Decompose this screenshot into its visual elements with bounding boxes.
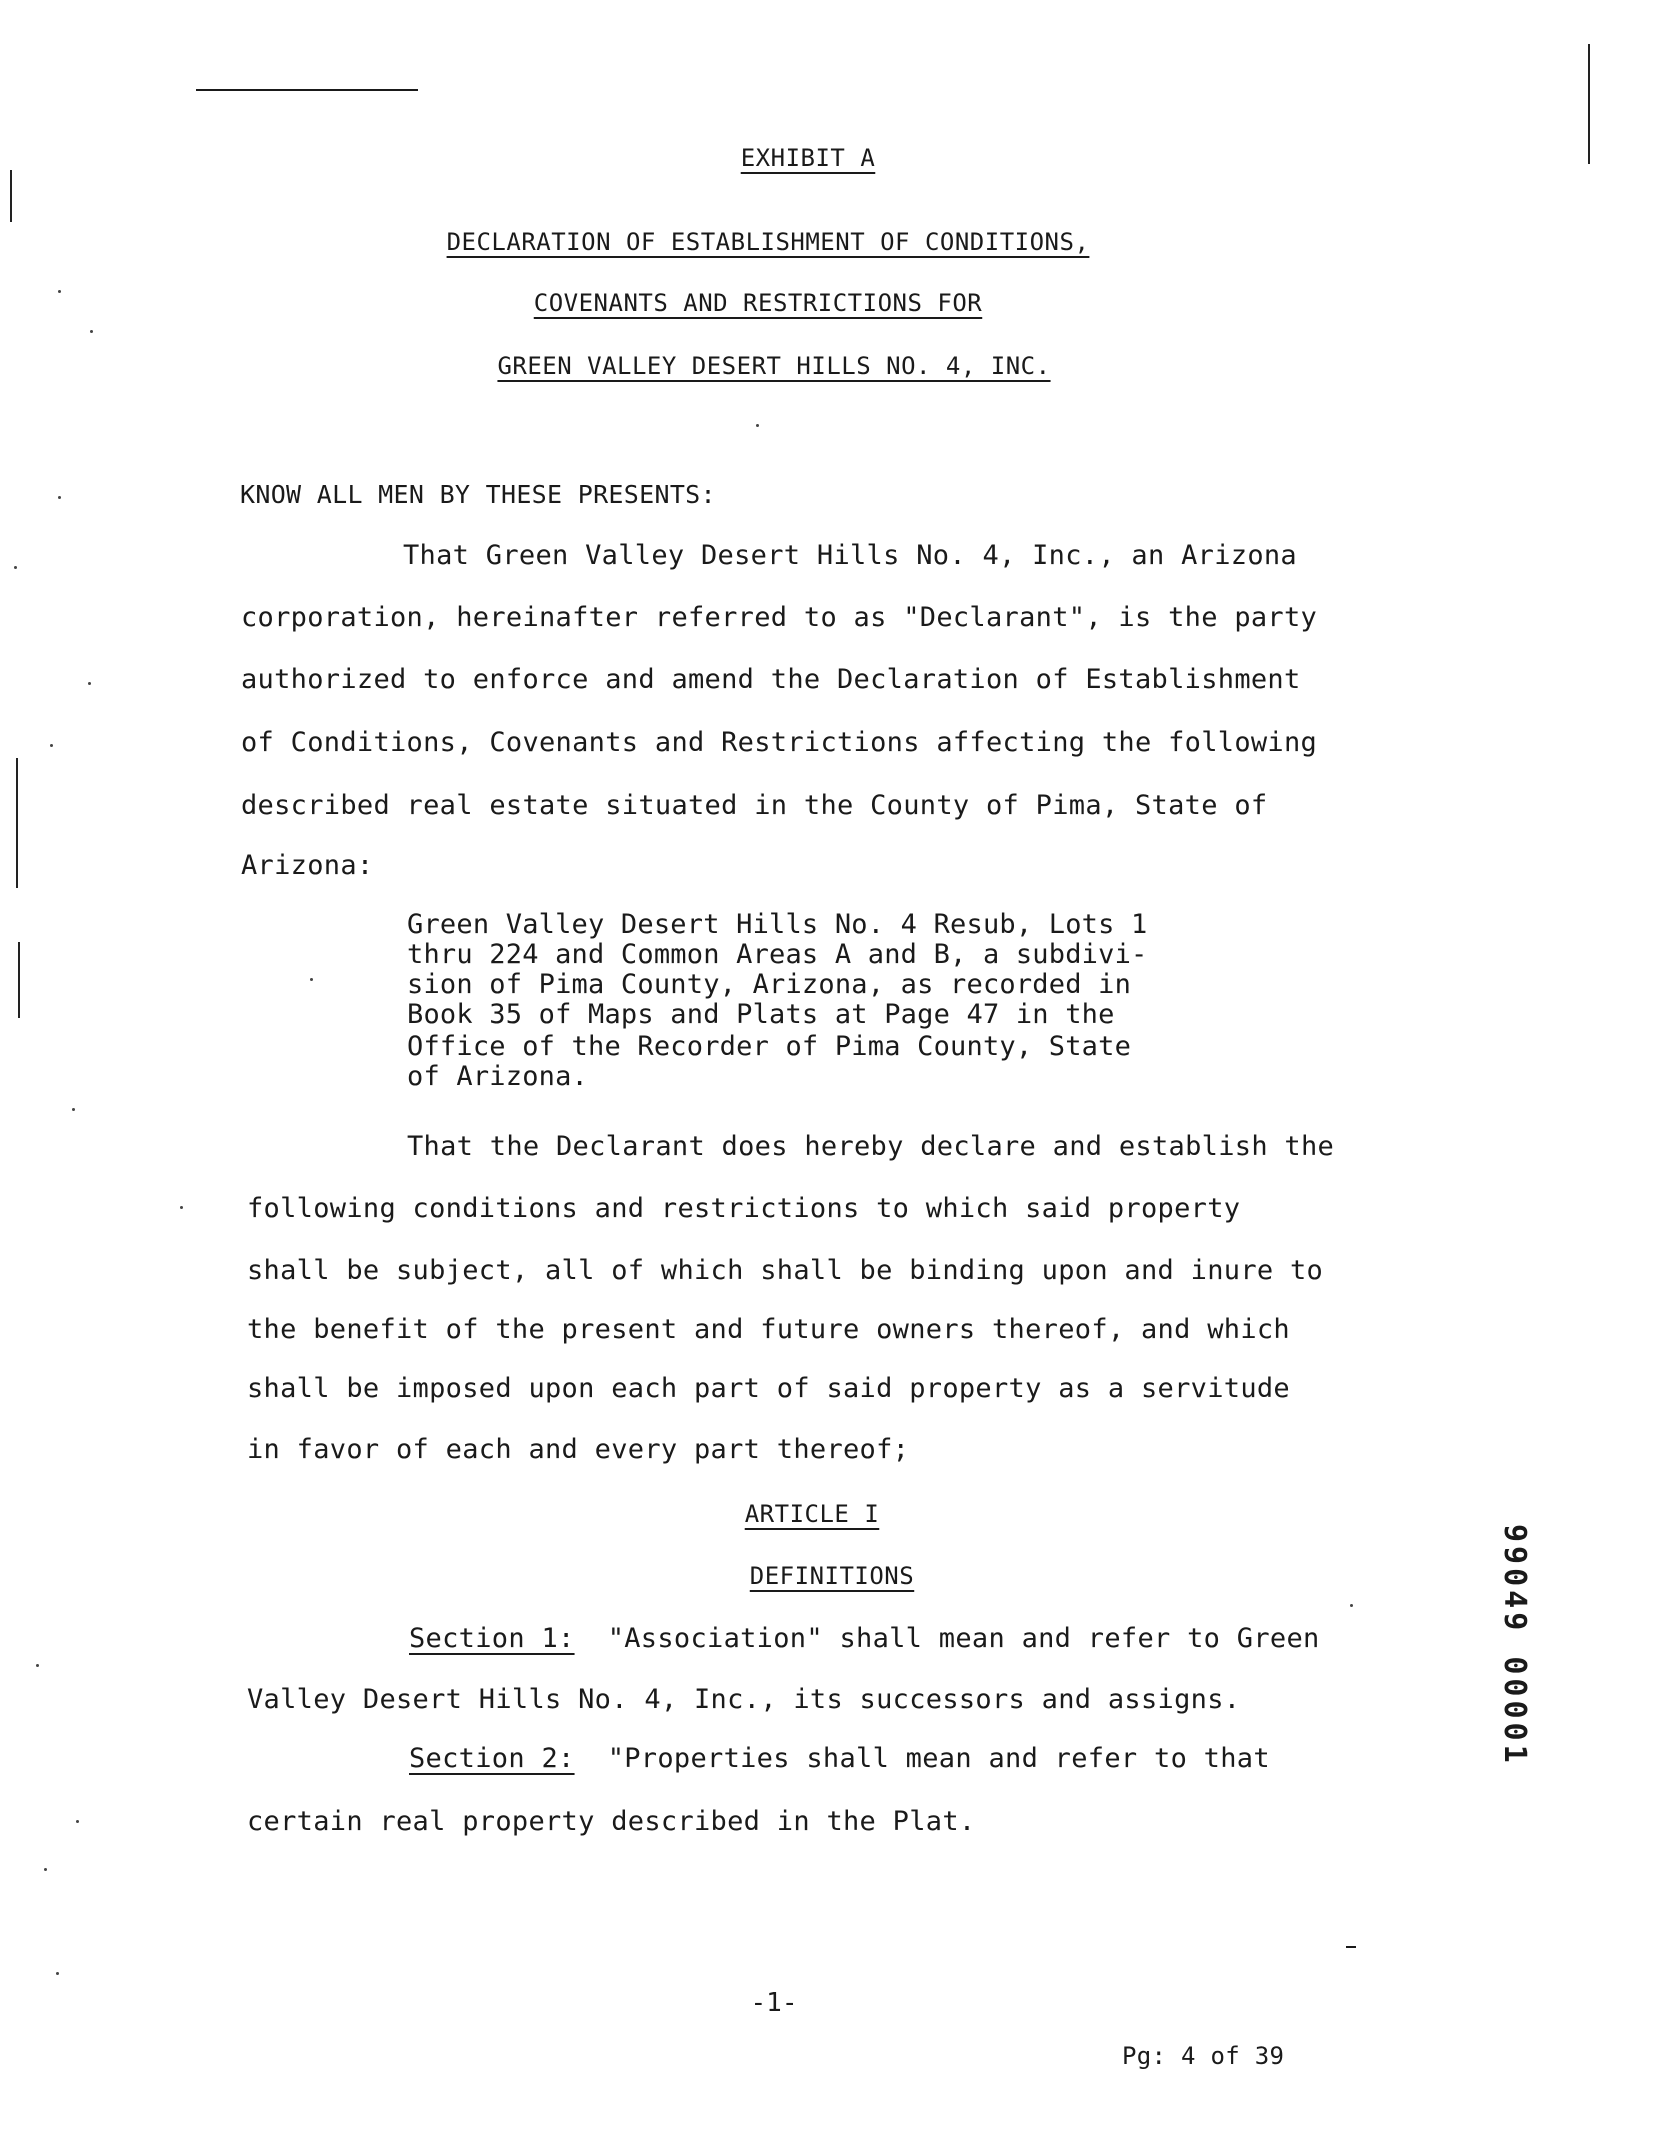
article-title (0, 1500, 1644, 1528)
section-2-line-1 (409, 1743, 1270, 1774)
paragraph1-line: of Conditions, Covenants and Restrictions affecting the following (241, 727, 1318, 758)
paragraph1-line: corporation, hereinafter referred to as "Declarant", is the party (241, 602, 1318, 633)
scan-speck (58, 496, 61, 499)
scan-speck (44, 1868, 47, 1871)
left-margin-bar (18, 942, 20, 1018)
title-line: GREEN VALLEY DESERT HILLS NO. 4, INC. (497, 352, 1051, 380)
left-margin-bar (16, 758, 18, 888)
paragraph1-line: That Green Valley Desert Hills No. 4, Inc., an Arizona (403, 540, 1297, 571)
article-subtitle (0, 1562, 1664, 1590)
legal-description-line: of Arizona. (407, 1061, 589, 1092)
section-1-line-1 (409, 1623, 1320, 1654)
stray-dash (1346, 1946, 1356, 1948)
declaration-title-line-2 (0, 289, 1590, 317)
scan-speck (1350, 1604, 1353, 1607)
section-1-label: Section 1: (409, 1623, 575, 1654)
page-footer: Pg: 4 of 39 (1122, 2042, 1285, 2070)
article-subtitle-text: DEFINITIONS (749, 1562, 915, 1590)
scan-speck (756, 424, 759, 427)
page-number: -1- (750, 1988, 798, 2018)
scan-speck (88, 682, 91, 685)
paragraph2-line: shall be imposed upon each part of said property as a servitude (247, 1373, 1290, 1404)
legal-description-line: thru 224 and Common Areas A and B, a subdivi- (407, 939, 1148, 970)
section-2-label: Section 2: (409, 1743, 575, 1774)
legal-description-line: Office of the Recorder of Pima County, State (407, 1031, 1132, 1062)
left-margin-bar (10, 170, 12, 222)
declaration-title-line-1 (0, 228, 1600, 256)
section-2-text: "Properties shall mean and refer to that (607, 1743, 1270, 1774)
section-1-text: "Association" shall mean and refer to Green (607, 1623, 1320, 1654)
scan-speck (72, 1108, 75, 1111)
section-1-line-2: Valley Desert Hills No. 4, Inc., its successors and assigns. (247, 1684, 1241, 1715)
scan-speck (76, 1820, 79, 1823)
scan-speck (50, 744, 53, 747)
paragraph2-line: shall be subject, all of which shall be binding upon and inure to (247, 1255, 1324, 1286)
paragraph2-line: That the Declarant does hereby declare and establish the (407, 1131, 1335, 1162)
salutation: KNOW ALL MEN BY THESE PRESENTS: (240, 480, 716, 509)
legal-description-line: Book 35 of Maps and Plats at Page 47 in the (407, 999, 1115, 1030)
paragraph2-line: the benefit of the present and future owners thereof, and which (247, 1314, 1290, 1345)
declaration-title-line-3 (0, 352, 1606, 380)
scan-speck (310, 978, 313, 981)
scan-speck (14, 566, 17, 569)
scan-speck (90, 330, 93, 333)
article-title-text: ARTICLE I (744, 1500, 880, 1528)
scan-speck (56, 1972, 59, 1975)
recording-stamp (1496, 1524, 1536, 1844)
recording-stamp-text: 99049 00001 (1497, 1524, 1532, 1767)
section-2-line-2: certain real property described in the Plat. (247, 1806, 976, 1837)
scan-speck (180, 1206, 183, 1209)
title-line: DECLARATION OF ESTABLISHMENT OF CONDITIONS, (446, 228, 1090, 256)
legal-description-line: sion of Pima County, Arizona, as recorded in (407, 969, 1132, 1000)
paragraph2-line: following conditions and restrictions to which said property (247, 1193, 1241, 1224)
paragraph1-line: authorized to enforce and amend the Declaration of Establishment (241, 664, 1301, 695)
exhibit-title (0, 144, 1640, 172)
paragraph1-line: Arizona: (241, 850, 374, 881)
top-left-rule (196, 89, 418, 91)
legal-description-line: Green Valley Desert Hills No. 4 Resub, Lots 1 (407, 909, 1148, 940)
paragraph1-line: described real estate situated in the County of Pima, State of (241, 790, 1268, 821)
scan-speck (36, 1664, 39, 1667)
paragraph2-line: in favor of each and every part thereof; (247, 1434, 910, 1465)
title-line: COVENANTS AND RESTRICTIONS FOR (533, 289, 983, 317)
exhibit-title-text: EXHIBIT A (740, 144, 876, 172)
